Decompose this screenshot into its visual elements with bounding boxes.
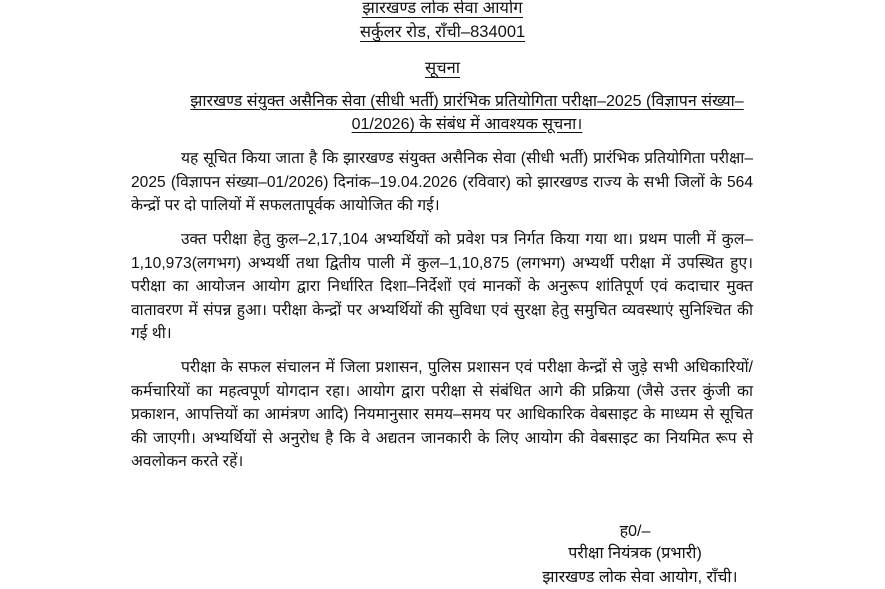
body-paragraph-1: यह सूचित किया जाता है कि झारखण्ड संयुक्त असैनिक सेवा (सीधी भर्ती) प्रारंभिक प्रतियोगिता परीक्षा–2025 (विज्ञापन संख्या–01/2026) दिनांक–19.04.2026 (रविवार) को झारखण्ड राज्य के सभी जिलों के 564 केन्द्रों पर दो पालियों में सफलतापूर्वक आयोजित की गई।: [131, 150, 753, 214]
body-paragraph-2: उक्त परीक्षा हेतु कुल–2,17,104 अभ्यर्थियों को प्रवेश पत्र निर्गत किया गया था। प्रथम पाली में कुल–1,10,973(लगभग) अभ्यर्थी तथा द्वितीय पाली में कुल–1,10,875 (लगभग) अभ्यर्थी परीक्षा में उपस्थित हुए। परीक्षा का आयोजन आयोग द्वारा निर्धारित दिशा–निर्देशों एवं मानकों के अनुरूप शांतिपूर्ण एवं कदाचार मुक्त वातावरण में संपन्न हुआ। परीक्षा केन्द्रों पर अभ्यर्थियों की सुविधा एवं सुरक्षा हेतु समुचित व्यवस्थाएं सुनिश्चित की गई थी।: [131, 231, 753, 342]
notice-subject: [182, 90, 752, 136]
body-paragraph-3: परीक्षा के सफल संचालन में जिला प्रशासन, पुलिस प्रशासन एवं परीक्षा केन्द्रों से जुड़े सभी अधिकारियों/कर्मचारियों का महत्वपूर्ण योगदान रहा। आयोग द्वारा परीक्षा से संबंधित आगे की प्रक्रिया (जैसे उत्तर कुंजी का प्रकाशन, आपत्तियों का आमंत्रण आदि) नियमानुसार समय–समय पर आधिकारिक वेबसाइट के माध्यम से सूचित की जाएगी। अभ्यर्थियों से अनुरोध है कि वे अद्यतन जानकारी के लिए आयोग की वेबसाइट का नियमित रूप से अवलोकन करते रहें।: [131, 359, 753, 470]
notice-heading: [0, 57, 885, 79]
notice-heading-text: सूचना: [424, 59, 461, 77]
notice-subject-text: झारखण्ड संयुक्त असैनिक सेवा (सीधी भर्ती) प्रारंभिक प्रतियोगिता परीक्षा–2025 (विज्ञापन संख्या–01/2026) के संबंध में आवश्यक सूचना।: [190, 93, 744, 133]
signatory-office: झारखण्ड लोक सेवा आयोग, राँची।: [542, 569, 738, 586]
organization-address: [0, 21, 885, 43]
organization-name: [0, 0, 885, 19]
organization-address-text: सर्कुलर रोड, राँची–834001: [359, 23, 526, 41]
organization-name-text: झारखण्ड लोक सेवा आयोग: [362, 0, 523, 17]
signatory-designation: परीक्षा नियंत्रक (प्रभारी): [568, 545, 702, 562]
signature-mark: ह0/–: [619, 523, 651, 540]
